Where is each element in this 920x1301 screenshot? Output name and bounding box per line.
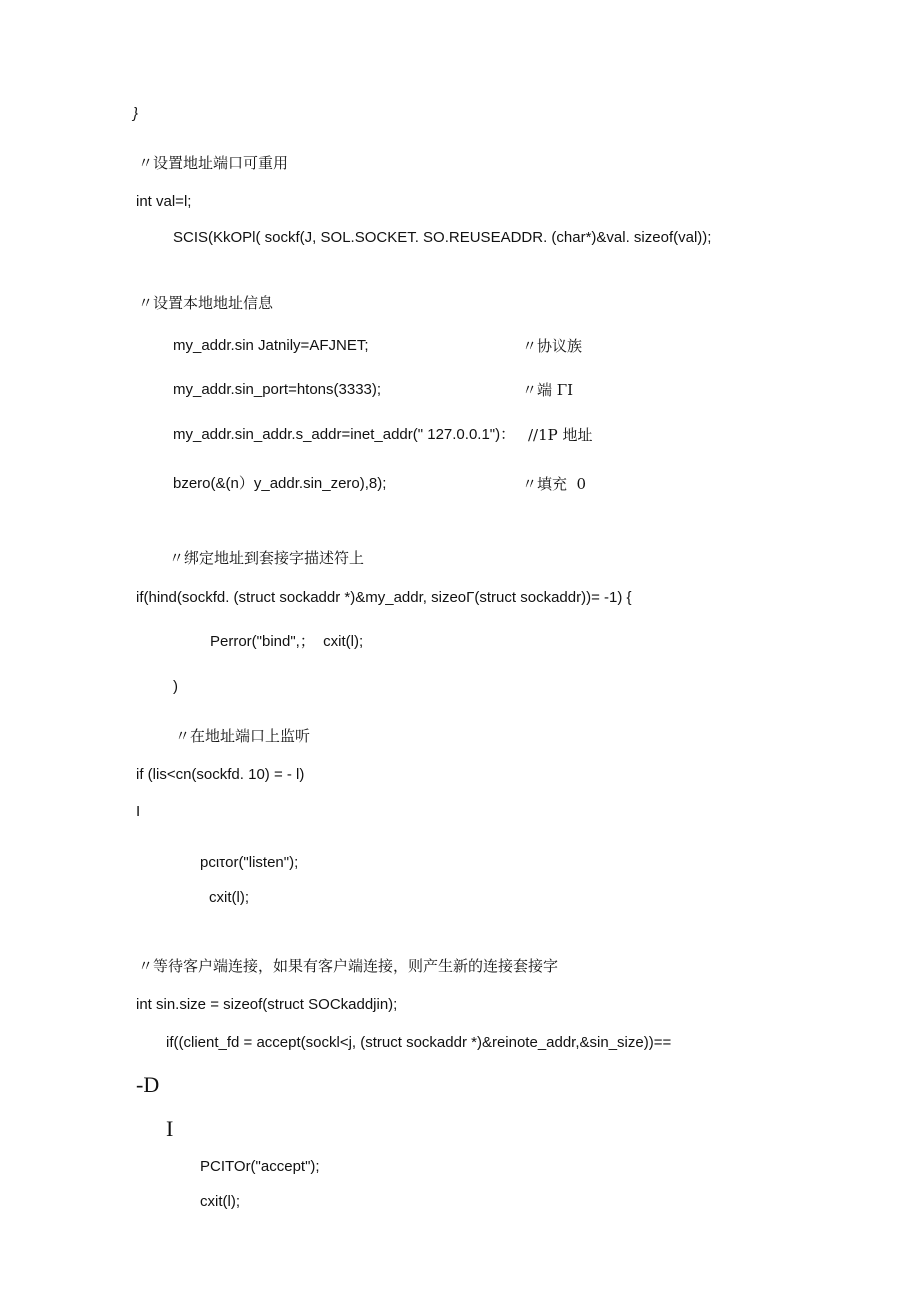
code-exit-listen: cxit(l); xyxy=(209,889,249,906)
code-bzero: bzero(&(n）y_addr.sin_zero),8); xyxy=(173,475,387,492)
code-sin-addr: my_addr.sin_addr.s_addr=inet_addr(" 127.0.0.1")： xyxy=(173,426,516,443)
closing-brace: } xyxy=(133,105,139,122)
code-minus-one: -D xyxy=(136,1072,160,1097)
code-exit-accept: cxit(l); xyxy=(200,1193,240,1210)
comment-reuse-address: 〃设置地址端口可重用 xyxy=(138,154,289,172)
code-int-val: int val=l; xyxy=(136,193,192,210)
code-if-accept: if((client_fd = accept(sockl<j, (struct sockaddr *)&reinote_addr,&sin_size))== xyxy=(166,1034,672,1051)
code-close-paren: ) xyxy=(173,678,178,695)
code-open-brace: I xyxy=(136,803,141,820)
comment-ip-address: //1P 地址 xyxy=(528,426,593,444)
code-perror-accept: PCITOr("accept"); xyxy=(200,1158,320,1175)
comment-wait-client: 〃等待客户端连接，如果有客户端连接，则产生新的连接套接字 xyxy=(138,957,559,975)
comment-protocol-family: 〃协议族 xyxy=(522,337,583,355)
comment-bind-address: 〃绑定地址到套接字描述符上 xyxy=(169,549,365,567)
comment-port: 〃端 ΓΙ xyxy=(522,381,574,399)
comment-set-local-address: 〃设置本地地址信息 xyxy=(138,294,274,312)
comment-fill-zero: 〃填充 0 xyxy=(522,475,587,493)
code-if-bind: if(hind(sockfd. (struct sockaddr *)&my_addr, sizeoΓ(struct sockaddr))= -1) { xyxy=(136,589,632,606)
comment-listen: 〃在地址端口上监听 xyxy=(175,727,311,745)
code-perror-listen: pcιτor("listen"); xyxy=(200,854,299,871)
code-sin-port: my_addr.sin_port=htons(3333); xyxy=(173,381,382,398)
code-sin-family: my_addr.sin Jatnily=AFJNET; xyxy=(173,337,369,354)
code-setsockopt: SCIS(KkOPl( sockf(J, SOL.SOCKET. SO.REUSEADDR. (char*)&val. sizeof(val)); xyxy=(173,229,712,246)
code-if-listen: if (lis<cn(sockfd. 10) = - l) xyxy=(136,766,305,783)
code-perror-bind: Perror("bind",； cxit(l); xyxy=(210,633,364,650)
code-sin-size: int sin.size = sizeof(struct SOCkaddjin); xyxy=(136,996,398,1013)
code-open-brace-accept: I xyxy=(166,1116,174,1141)
